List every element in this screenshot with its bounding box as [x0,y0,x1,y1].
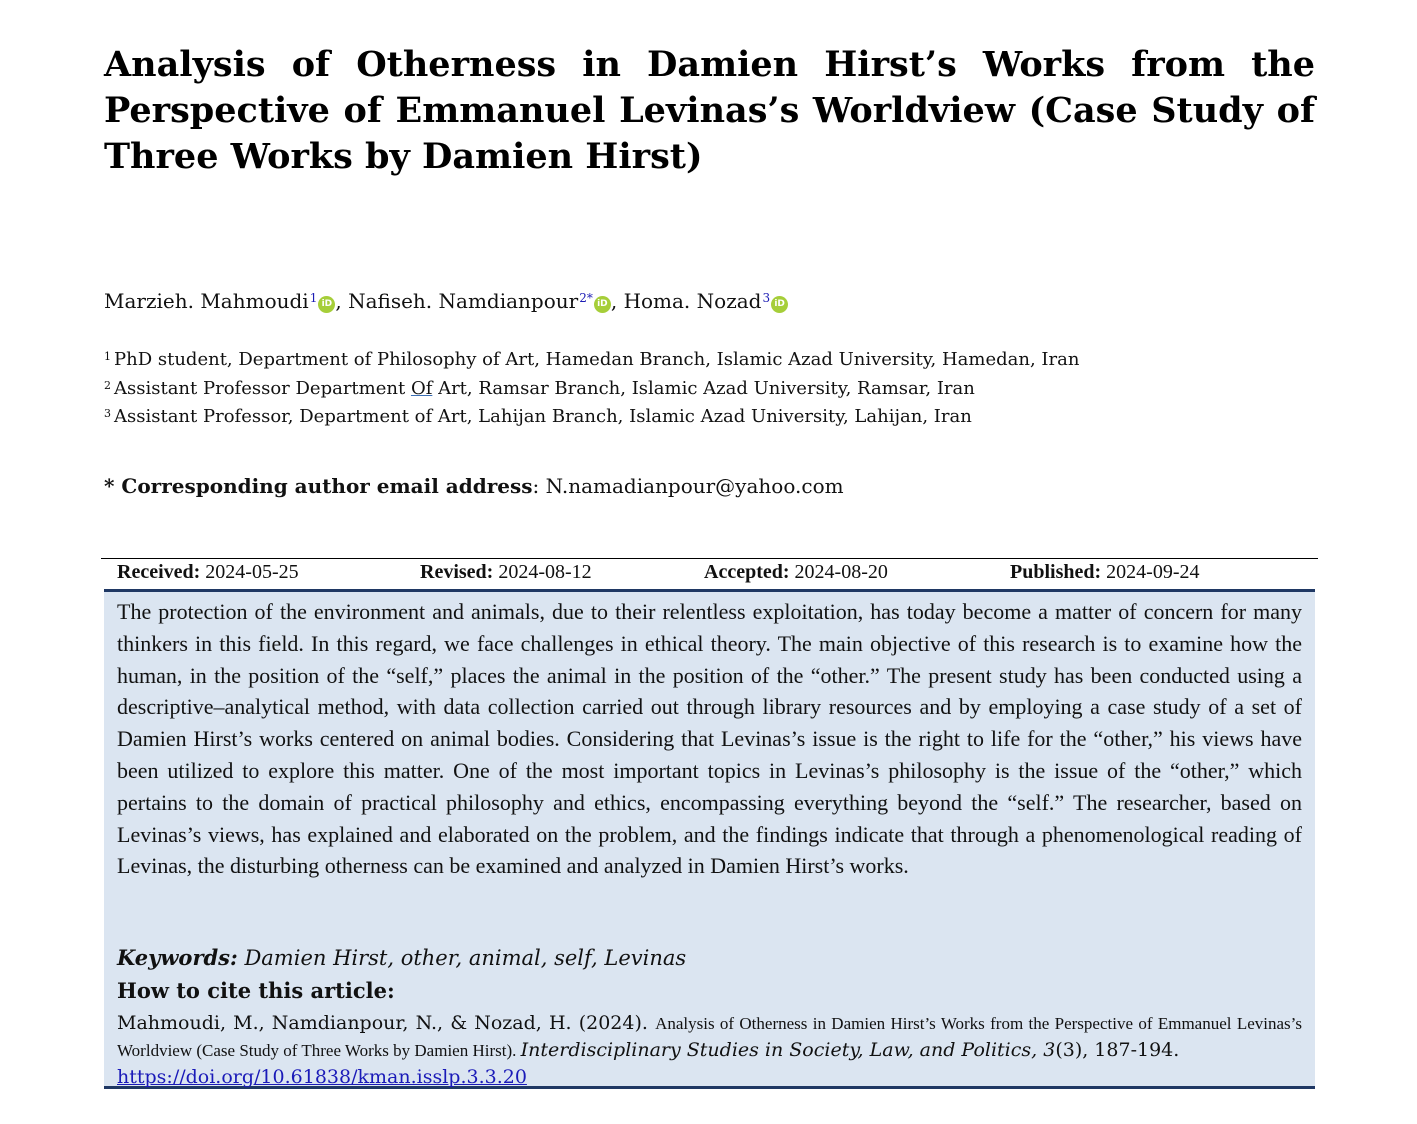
date-label: Published: [1010,561,1102,583]
doi-link[interactable]: https://doi.org/10.61838/kman.isslp.3.3.20 [117,1066,527,1088]
citation-title: Analysis of Otherness in Damien Hirst’s Works from the Perspective of Emmanuel Levinas’s Worldview (Case Study of Three Works by Damien Hirst). [117,1014,1302,1060]
date-accepted [704,561,888,584]
affiliation-item [104,344,1079,373]
author-mark: 3 [762,291,771,305]
date-value: 2024-05-25 [205,561,299,583]
cite-heading: How to cite this article: [117,978,395,1003]
corresponding-email[interactable]: N.namadianpour@yahoo.com [545,474,844,498]
citation-issue-pages: (3), 187-194. [1055,1039,1180,1061]
author-name: Nafiseh. Namdianpour [348,289,579,313]
author-name: Marzieh. Mahmoudi [104,289,309,313]
affiliation-number: 2 [104,378,111,392]
corresponding-separator: : [532,474,546,498]
abstract-box [104,589,1315,1089]
corresponding-label: * Corresponding author email address [104,474,533,498]
date-received [117,561,299,584]
affiliation-number: 1 [104,350,111,363]
affiliation-text: PhD student, Department of Philosophy of Art, Hamedan Branch, Islamic Azad University, Hamedan, Iran [114,349,1080,370]
affiliation-text: Assistant Professor, Department of Art, Lahijan Branch, Islamic Azad University, Lahijan, Iran [114,406,972,427]
author-list: Marzieh. Mahmoudi$^1$ iD , Nafiseh. Namdianpour$^{2*}$ iD , Homa. Nozad$^3$ iD [104,289,788,313]
keywords-label: Keywords: [117,945,238,970]
corresponding-author [104,474,844,498]
keywords-line [117,945,686,970]
citation-journal: Interdisciplinary Studies in Society, Law, and Politics, 3 [520,1039,1056,1061]
author-mark: 2* [579,291,593,305]
orcid-icon[interactable]: iD [594,296,611,313]
author-mark: 1 [309,291,318,305]
abstract-text: The protection of the environment and animals, due to their relentless exploitation, has today become a matter of concern for many thinkers in this field. In this regard, we face challenges in ethical theory. The main objective of this research is to examine how the human, in the position of the “self,” places the animal in the position of the “other.” The present study has been conducted using a descriptive–analytical method, with data collection carried out through library resources and by employing a case study of a set of Damien Hirst’s works centered on animal bodies. Considering that Levinas’s issue is the right to life for the “other,” his views have been utilized to explore this matter. One of the most important topics in Levinas’s philosophy is the issue of the “other,” which pertains to the domain of practical philosophy and ethics, encompassing everything beyond the “self.” The researcher, based on Levinas’s views, has explained and elaborated on the problem, and the findings indicate that through a phenomenological reading of Levinas, the disturbing otherness can be examined and analyzed in Damien Hirst’s works. [117,599,1302,879]
keywords-text: Damien Hirst, other, animal, self, Levinas [244,946,687,970]
affiliation-number: 3 [104,407,111,420]
orcid-icon[interactable]: iD [771,296,788,313]
article-title: Analysis of Otherness in Damien Hirst’s Works from the Perspective of Emmanuel Levinas’s Worldview (Case Study of Three Works by Damien Hirst) [104,44,1315,177]
affiliation-text: Assistant Professor Department [114,377,411,399]
citation [117,1010,1302,1090]
author-name: Homa. Nozad [623,289,762,313]
date-label: Accepted: [704,561,790,583]
affiliation-list [104,344,1079,430]
date-value: 2024-08-20 [794,561,888,583]
orcid-icon[interactable]: iD [318,296,335,313]
date-label: Received: [117,561,201,583]
affiliation-text: Art, Ramsar Branch, Islamic Azad University, Ramsar, Iran [432,377,975,399]
date-value: 2024-08-12 [498,561,592,583]
affiliation-item [104,401,1079,430]
date-label: Revised: [420,561,494,583]
citation-authors: Mahmoudi, M., Namdianpour, N., & Nozad, H. (2024). [117,1012,656,1034]
affiliation-item [104,373,1079,402]
affiliation-underlined: Of [410,377,433,399]
date-value: 2024-09-24 [1106,561,1200,583]
date-published [1010,561,1199,584]
publication-dates [101,558,1318,589]
date-revised [420,561,592,584]
